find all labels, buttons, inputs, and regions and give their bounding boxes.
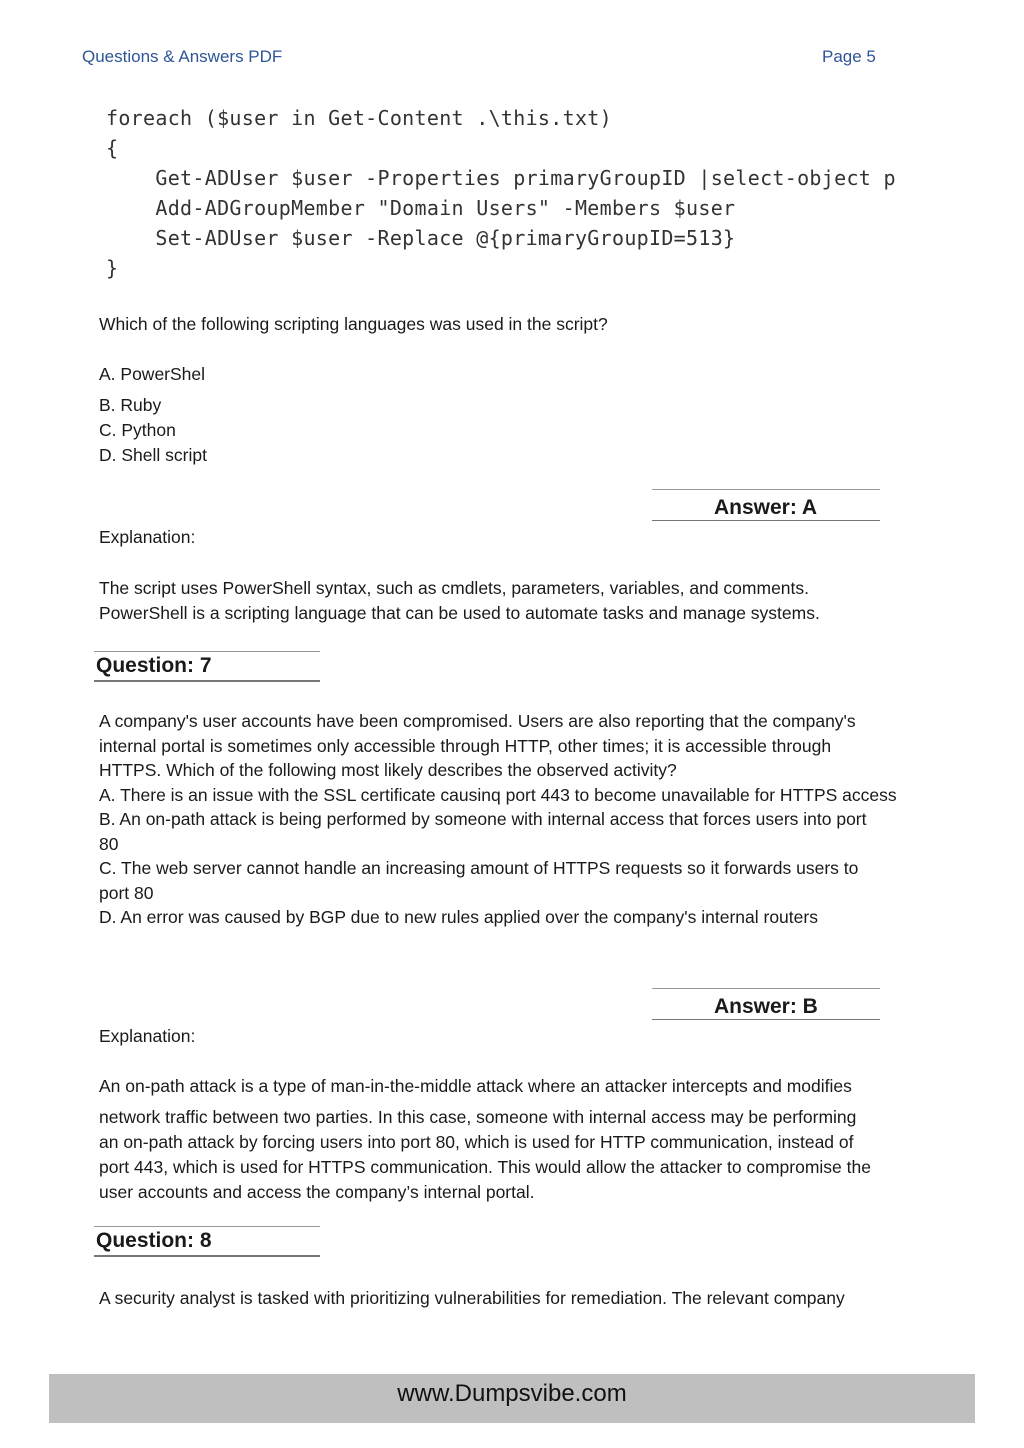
code-line: } [106,256,119,280]
question-text: Which of the following scripting languages was used in the script? [99,314,608,334]
footer-site-link[interactable]: www.Dumpsvibe.com [397,1380,627,1407]
explanation-line: network traffic between two parties. In this case, someone with internal access may be performing [99,1107,857,1127]
explanation-line: PowerShell is a scripting language that can be used to automate tasks and manage systems. [99,603,820,623]
option-c: C. The web server cannot handle an increasing amount of HTTPS requests so it forwards users to [99,858,859,878]
option-d: D. Shell script [99,445,207,465]
code-snippet [104,101,998,285]
option-c-cont: port 80 [99,883,154,903]
code-line: Get-ADUser $user -Properties primaryGroupID |select-object p [106,166,896,190]
explanation-line: An on-path attack is a type of man-in-the-middle attack where an attacker intercepts and modifies [99,1076,852,1096]
code-line: { [106,136,119,160]
question-heading-8 [94,1226,320,1257]
question-heading-7 [94,651,320,682]
option-c: C. Python [99,420,176,440]
question-heading-label: Question: 8 [96,1229,212,1252]
explanation-line: The script uses PowerShell syntax, such as cmdlets, parameters, variables, and comments. [99,578,810,598]
option-d: D. An error was caused by BGP due to new rules applied over the company's internal routers [99,907,818,927]
option-a: A. PowerShel [99,364,206,384]
option-b: B. An on-path attack is being performed by someone with internal access that forces users into port [99,809,867,829]
code-line: Add-ADGroupMember "Domain Users" -Members $user [106,196,736,220]
question-heading-label: Question: 7 [96,654,212,677]
code-line: foreach ($user in Get-Content .\this.txt) [106,106,612,130]
answer-box [652,988,880,1020]
explanation-label: Explanation: [99,1026,196,1046]
question-line: internal portal is sometimes only accessible through HTTP, other times; it is accessible through [99,736,832,756]
explanation-line: user accounts and access the company’s internal portal. [99,1182,535,1202]
answer-label: Answer: B [714,995,818,1018]
answer-box [652,489,880,521]
page-number: Page 5 [822,47,876,66]
option-a: A. There is an issue with the SSL certificate causinq port 443 to become unavailable for HTTPS access [99,785,897,805]
answer-label: Answer: A [714,496,818,519]
question-line: A security analyst is tasked with prioritizing vulnerabilities for remediation. The relevant company [99,1288,845,1308]
option-b: B. Ruby [99,395,162,415]
question-line: A company's user accounts have been compromised. Users are also reporting that the company's [99,711,856,731]
footer-bar [49,1374,975,1423]
explanation-line: port 443, which is used for HTTPS communication. This would allow the attacker to compromise the [99,1157,871,1177]
question-line: HTTPS. Which of the following most likely describes the observed activity? [99,760,677,780]
explanation-label: Explanation: [99,527,196,547]
option-b-cont: 80 [99,834,119,854]
explanation-line: an on-path attack by forcing users into port 80, which is used for HTTP communication, instead of [99,1132,854,1152]
code-line: Set-ADUser $user -Replace @{primaryGroupID=513} [106,226,736,250]
header-title: Questions & Answers PDF [82,47,283,66]
